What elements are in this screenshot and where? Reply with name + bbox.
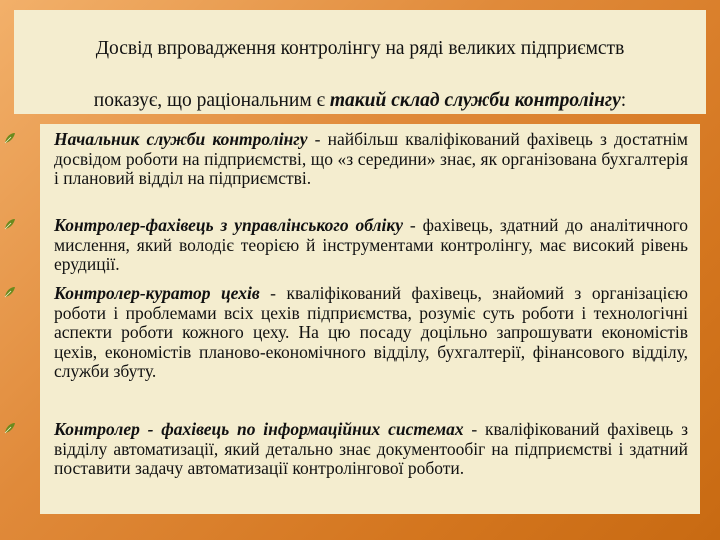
list-item bbox=[40, 130, 688, 189]
role-description: - найбільш кваліфікований фахівець з достатнім досвідом роботи на підприємстві, що «з середини» знає, як організована бухгалтерія і плановий відділ на підприємстві. bbox=[54, 129, 688, 188]
role-term: Контролер-куратор цехів bbox=[54, 283, 260, 303]
list-item bbox=[40, 284, 688, 382]
leaf-bullet-icon bbox=[4, 218, 16, 230]
leaf-bullet-icon bbox=[4, 132, 16, 144]
title-line-2-end: : bbox=[620, 90, 627, 111]
leaf-bullet-icon bbox=[4, 422, 16, 434]
role-description: - кваліфікований фахівець, знайомий з організацією роботи і проблемами всіх цехів підприємства, розуміє суть роботи і технологічні аспекти роботи кожного цеху. На цю посаду доцільно запрошувати економістів цехів, економістів планово-економічного відділу, бухгалтерії, фінансового відділу, служби збуту. bbox=[54, 283, 688, 381]
title-line-2-emphasis: такий склад служби контролінгу bbox=[329, 90, 621, 111]
list-item bbox=[40, 420, 688, 479]
leaf-bullet-icon bbox=[4, 286, 16, 298]
role-term: Контролер - фахівець по інформаційних системах bbox=[54, 419, 464, 439]
title-line-2-plain: показує, що раціональним є bbox=[93, 90, 330, 111]
role-term: Контролер-фахівець з управлінського обліку bbox=[54, 215, 404, 235]
role-term: Начальник служби контролінгу bbox=[54, 129, 308, 149]
title-line-2 bbox=[14, 88, 706, 114]
role-description: - кваліфікований фахівець з відділу автоматизації, який детально знає документообіг на підприємстві і здатний поставити задачу автоматизації контролінгової роботи. bbox=[54, 419, 688, 478]
title-line-1: Досвід впровадження контролінгу на ряді великих підприємств bbox=[95, 38, 625, 59]
content-panel bbox=[40, 124, 700, 514]
title-panel bbox=[14, 10, 706, 114]
list-item bbox=[40, 216, 688, 275]
role-description: - фахівець, здатний до аналітичного мислення, який володіє теорією й інструментами контролінгу, має високий рівень ерудиції. bbox=[54, 215, 689, 274]
